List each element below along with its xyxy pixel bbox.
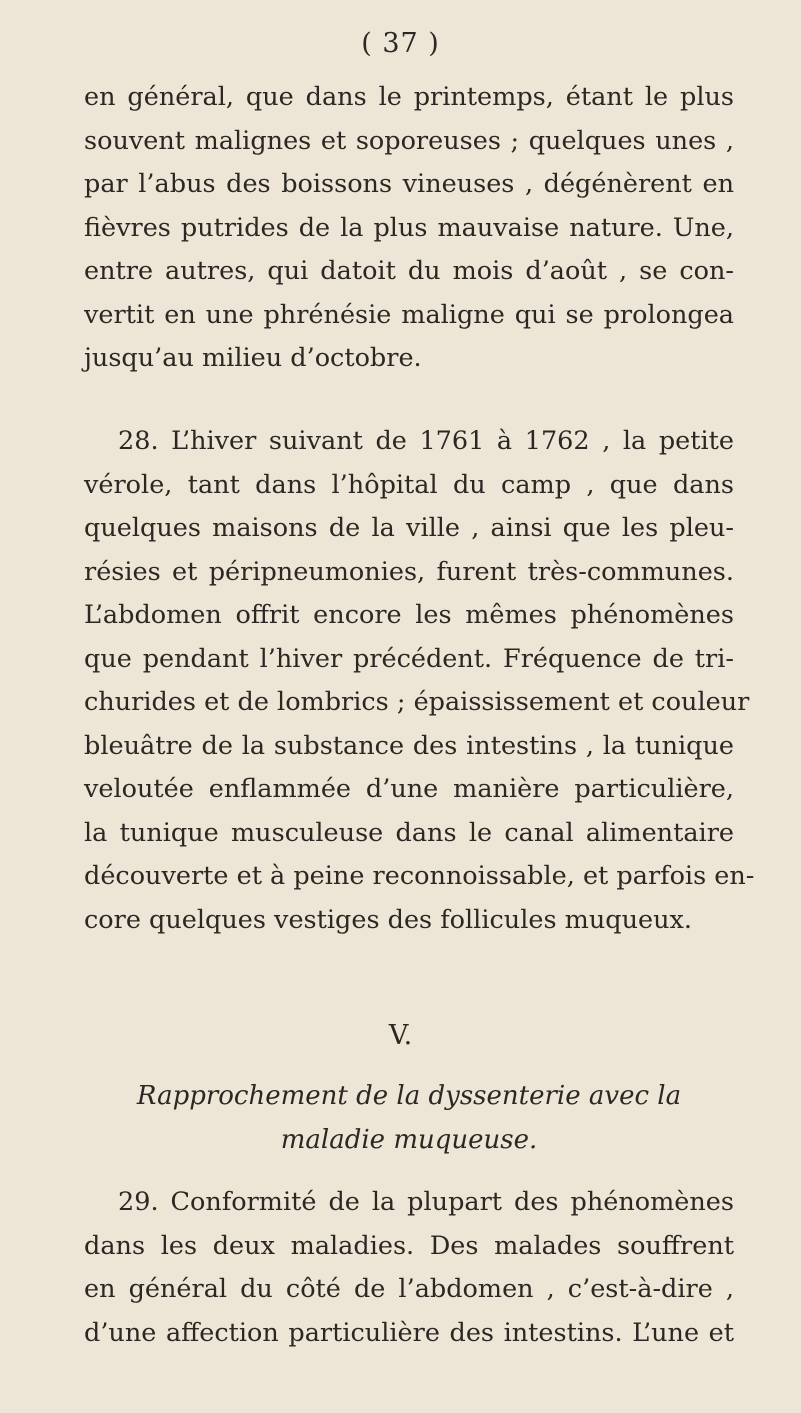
text-line: core quelques vestiges des follicules muqueux. xyxy=(84,904,692,935)
section-title xyxy=(84,1074,734,1162)
text-line: résies et péripneumonies, furent très-communes. xyxy=(84,556,734,587)
text-line: entre autres, qui datoit du mois d’août , se con- xyxy=(84,256,734,286)
text-line: 29. Conformité de la plupart des phénomènes xyxy=(118,1187,734,1217)
paragraph-29 xyxy=(84,1181,734,1355)
section-title-line: maladie muqueuse. xyxy=(280,1125,538,1155)
text-line: vérole, tant dans l’hôpital du camp , que dans xyxy=(84,469,734,500)
text-line: en général du côté de l’abdomen , c’est-à-dire , xyxy=(84,1274,734,1304)
text-line: la tunique musculeuse dans le canal alimentaire xyxy=(84,817,734,848)
section-title-line: Rapprochement de la dyssenterie avec la xyxy=(136,1081,682,1111)
text-line: fièvres putrides de la plus mauvaise nature. Une, xyxy=(84,212,734,243)
paragraph-28 xyxy=(84,420,755,942)
text-line: quelques maisons de la ville , ainsi que les pleu- xyxy=(84,513,734,543)
text-line: jusqu’au milieu d’octobre. xyxy=(84,343,422,373)
text-line: vertit en une phrénésie maligne qui se prolongea xyxy=(84,299,734,330)
text-line: veloutée enflammée d’une manière particulière, xyxy=(84,774,734,804)
text-line: en général, que dans le printemps, étant le plus xyxy=(84,82,734,112)
section-numeral: V. xyxy=(388,1020,413,1051)
page-number: ( 37 ) xyxy=(361,28,440,59)
text-line: par l’abus des boissons vineuses , dégénèrent en xyxy=(84,169,734,199)
text-line: d’une affection particulière des intestins. L’une et xyxy=(84,1317,734,1348)
paragraph-1 xyxy=(84,76,734,381)
text-line: dans les deux maladies. Des malades souffrent xyxy=(84,1230,734,1261)
text-line: souvent malignes et soporeuses ; quelques unes , xyxy=(84,125,734,156)
text-line: 28. L’hiver suivant de 1761 à 1762 , la petite xyxy=(118,426,734,456)
text-line: churides et de lombrics ; épaississement et couleur xyxy=(84,687,750,717)
text-line: L’abdomen offrit encore les mêmes phénomènes xyxy=(84,600,734,630)
text-line: découverte et à peine reconnoissable, et parfois en- xyxy=(84,861,755,891)
text-line: que pendant l’hiver précédent. Fréquence de tri- xyxy=(84,643,734,674)
text-line: bleuâtre de la substance des intestins , la tunique xyxy=(84,730,734,761)
